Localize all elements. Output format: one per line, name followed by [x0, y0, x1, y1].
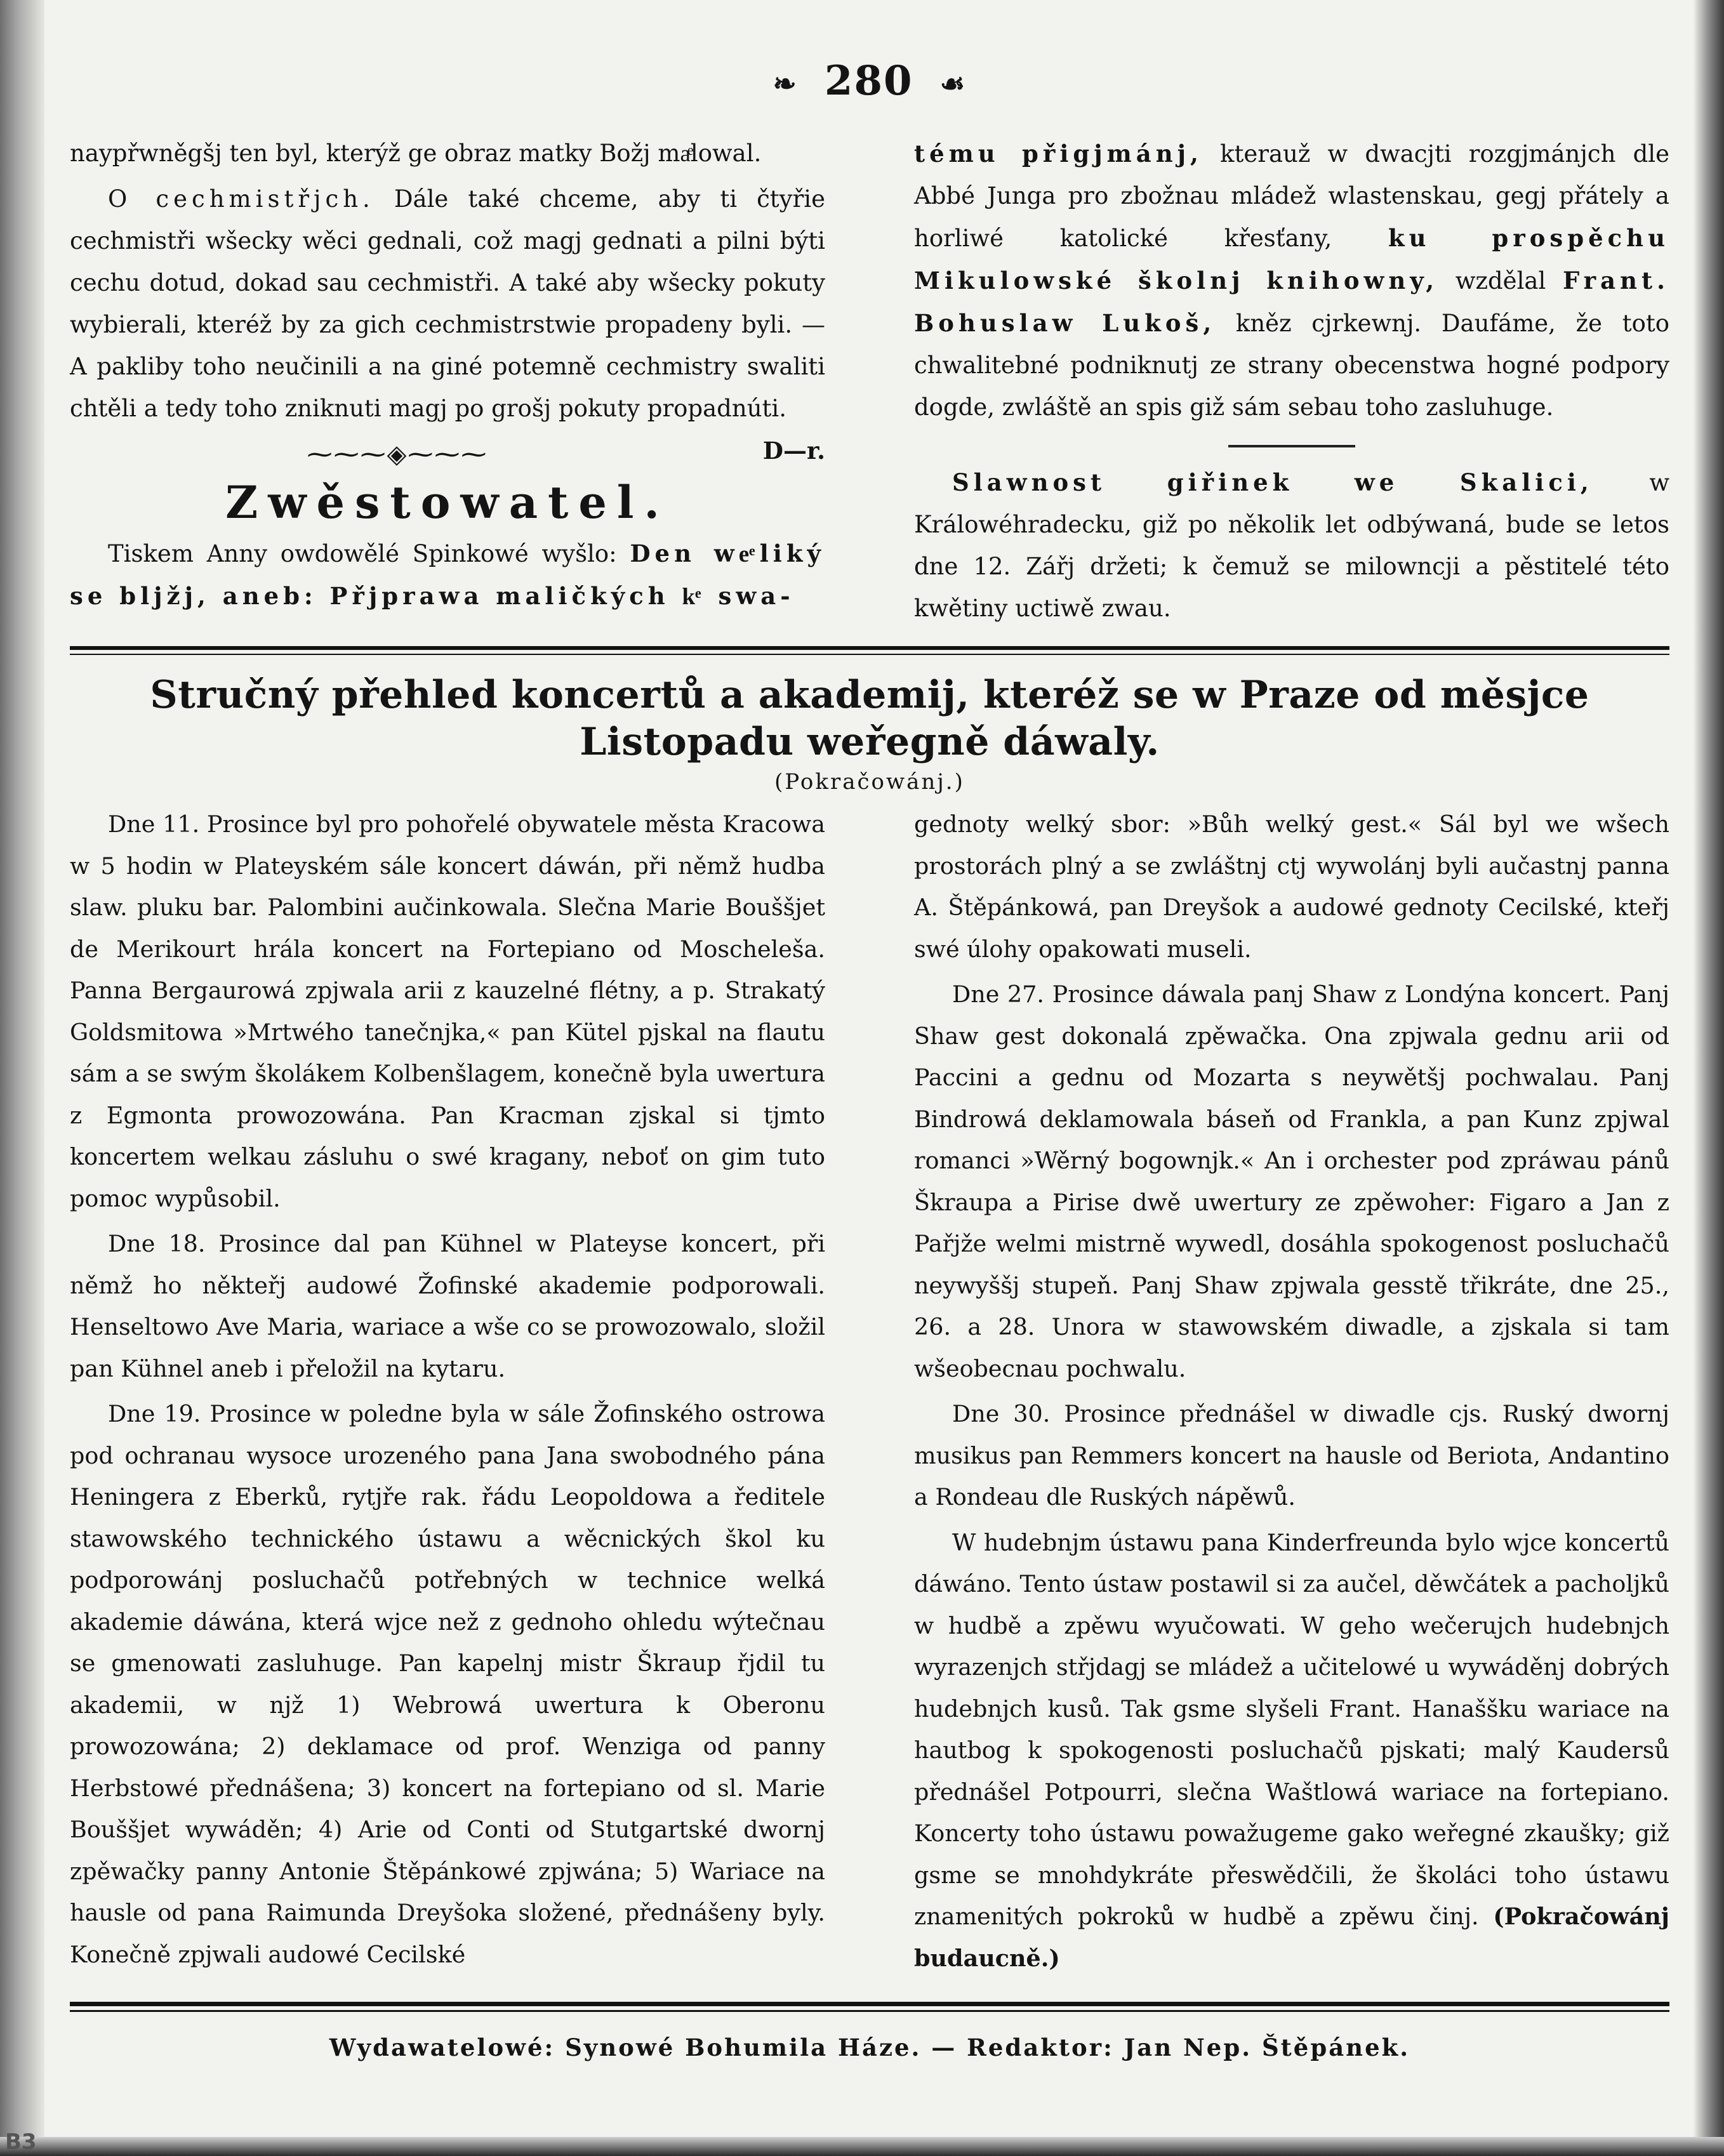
page-number-header: [70, 57, 1669, 105]
section-divider: [70, 646, 1669, 655]
text: kněz cjrkewnj. Daufáme, že toto chwalitebné podniknutj ze strany obecenstwa hogné podpory dogde, zwláště an spis giž sám sebau toho zasluhuge.: [914, 310, 1670, 421]
text: w Králowéhradecku, giž po několik let odbýwaná, bude se letos dne 12. Zářj držeti; k čemuž se milowncji a pěstitelé této kwětiny uctiwě zwau.: [914, 469, 1669, 622]
paragraph: Dne 27. Prosince dáwala panj Shaw z Londýna koncert. Panj Shaw gest dokonalá zpěwačka. Ona zpjwala gednu arii od Paccini a gednu od Mozarta s neywětšj pochwalau. Panj Bindrowá deklamowala báseň od Frankla, a pan Kunz zpjwal romanci »Wěrný bogownjk.« An i orchester pod zpráwau pánů Škraupa a Pirise dwě uwertury ze zpěwoher: Figaro a Jan z Pařjže welmi mistrně wywedl, dosáhla spokogenost posluchačů neywyššj stupeň. Panj Shaw zpjwala gesstě třikráte, dne 25., 26. a 28. Unora w stawowském diwadle, a zjskala si tam wšeobecnau pochwalu.: [914, 981, 1669, 1382]
paragraph-announcement: [70, 532, 825, 618]
section-title: Zwěstowatel.: [225, 476, 670, 529]
top-section: [70, 133, 1669, 633]
paragraph: gednoty welký sbor: »Bůh welký gest.« Sál byl we wšech prostorách plný a se zwláštnj ctj wywolánj byli aučastnj panna A. Štěpánkowá, pan Dreyšok a audowé gednoty Cecilské, kteřj swé úlohy opakowati museli.: [914, 810, 1669, 963]
author-name: Frant. Bohuslaw Lukoš,: [914, 267, 1669, 337]
right-column-top: [914, 133, 1669, 633]
footer-divider: [70, 2002, 1669, 2012]
signature: D—r.: [762, 437, 825, 465]
paragraph: Dne 11. Prosince byl pro pohořelé obywatele města Kracowa w 5 hodin w Plateyském sále koncert dáwán, při němž hudba slaw. pluku bar. Palombini aučinkowala. Slečna Marie Bouššjet de Merikourt hrála koncert na Fortepiano od Moscheleša. Panna Bergaurowá zpjwala arii z kauzelné flétny, a p. Strakatý Goldsmitowa »Mrtwého tanečnjka,« pan Kütel pjskal na flautu sám a se swým školákem Kolbenšlagem, konečně byla uwertura z Egmonta prowozowána. Pan Kracman zjskal si tjmto koncertem welkau zásluhu o swé kragany, neboť on gim tuto pomoc wypůsobil.: [70, 810, 825, 1212]
to-be-continued: (Pokračowánj budaucně.): [914, 1903, 1669, 1972]
scan-edge-left: [0, 0, 44, 2156]
text: kterauž w dwacjti rozgjmánjch dle Abbé Junga pro zbožnau mládež wlastenskau, gegj přátely a horliwé katolické křesťany,: [914, 140, 1669, 252]
paragraph: Dne 18. Prosince dal pan Kühnel w Plateyse koncert, při němž ho někteřj audowé Žofinské akademie podporowali. Henseltowo Ave Maria, wariace a wše co se prowozowalo, složil pan Kühnel aneb i přeložil na kytaru.: [70, 1230, 825, 1382]
announcement-intro: Tiskem Anny owdowělé Spinkowé wyšlo:: [108, 540, 630, 567]
paragraph: Dne 19. Prosince w poledne byla w sále Žofinského ostrowa pod ochranau wysoce urozeného pana Jana swobodného pána Heningera z Eberků, rytjře rak. řádu Leopoldowa a ředitele stawowského technického ústawu a wěcnických škol ku podporowánj posluchačů potřebných w technice welká akademie dáwána, která wjce než z gednoho ohledu wýtečnau se gmenowati zasluhuge. Pan kapelnj mistr Škraup řjdil tu akademii, w njž 1) Webrowá uwertura k Oberonu prowozowána; 2) deklamace od prof. Wenziga od panny Herbstowé přednášena; 3) koncert na fortepiano od sl. Marie Bouššjet wywáděn; 4) Arie od Conti od Stutgartské dwornj zpěwačky panny Antonie Štěpánkowé zpjwána; 5) Wariace na hausle od pana Raimunda Dreyšoka složené, přednášeny byly. Konečně zpjwali audowé Cecilské: [70, 1400, 825, 1968]
scan-edge-right: [1694, 0, 1724, 2156]
paragraph-body: Dále také chceme, aby ti čtyřie cechmistři wšecky wěci gednali, což magj gednati a pilni býti cechu dotud, dokad sau cechmistři. A také aby wšecky pokuty wybierali, kteréž by za gich cechmistrstwie propadeny byli. — A pakliby toho neučinili a na giné potemně cechmistry swaliti chtěli a tedy toho zniknuti magj po grošj pokuty propadnúti.: [70, 185, 825, 422]
paragraph-body: W hudebnjm ústawu pana Kinderfreunda bylo wjce koncertů dáwáno. Tento ústaw postawil si za aučel, děwčátek a pacholjků w hudbě a zpěwu wyučowati. W geho wečerujch hudebnjch wyrazenjch střjdagj se mládež a učitelowé u wywáděnj dobrých hudebnjch kusů. Tak gsme slyšeli Frant. Hanaššku wariace na hautbog k spokogenosti posluchačů pjskati; malý Kaudersů přednášel Potpourri, slečna Waštlowá wariace na fortepiano. Koncerty toho ústawu powažugeme gako weřegné zkaušky; giž gsme se mnohdykráte přeswědčili, že školáci toho ústawu znamenitých pokroků w hudbě a zpěwu činj.: [914, 1528, 1669, 1930]
paragraph-heading: O cechmistřjch.: [108, 185, 375, 213]
left-column-top: [70, 133, 825, 633]
book-title: Den weͤliký se bljžj, aneb: Přjprawa maličkých kͤ swa-: [70, 539, 825, 610]
scan-edge-bottom: [0, 2137, 1724, 2156]
scan-corner-mark: B3: [5, 2129, 37, 2155]
paragraph-cechmistri: [70, 178, 825, 465]
left-column-bottom: [70, 804, 825, 1983]
paragraph: naypřwněgšj ten byl, kterýž ge obraz matky Božj maͤlowal.: [70, 140, 762, 167]
ornament-right-icon: ☙: [939, 68, 967, 100]
paragraph-last: [914, 1522, 1669, 1980]
publisher-footer: Wydawatelowé: Synowé Bohumila Háze. — Redaktor: Jan Nep. Štěpánek.: [329, 2034, 1410, 2061]
divider-ornament-icon: ⁓⁓⁓◈⁓⁓⁓: [307, 440, 488, 469]
text: wzdělal: [1438, 267, 1563, 294]
beneficiary: ku prospěchu Mikulowské školnj knihowny,: [914, 224, 1669, 294]
festival-name: Slawnost giřinek we Skalici,: [952, 468, 1593, 496]
paragraph: Dne 30. Prosince přednášel w diwadle cjs. Ruský dwornj musikus pan Remmers koncert na hausle od Beriota, Andantino a Rondeau dle Ruských nápěwů.: [914, 1400, 1669, 1511]
continued-note: (Pokračowánj.): [774, 769, 965, 795]
right-column-bottom: [914, 804, 1669, 1983]
paragraph-festival: [914, 461, 1669, 630]
book-title-cont: tému přigjmánj,: [914, 140, 1203, 168]
article-body: [70, 804, 1669, 1983]
newspaper-page: [70, 38, 1669, 2061]
page-number: 280: [824, 57, 913, 105]
article-heading: Stručný přehled koncertů a akademij, kteréž se w Praze od měsjce Listopadu weřegně dáwaly.: [150, 673, 1589, 764]
ornament-left-icon: ❧: [772, 68, 798, 100]
short-divider: [1228, 445, 1355, 447]
paragraph-book: [914, 133, 1669, 428]
